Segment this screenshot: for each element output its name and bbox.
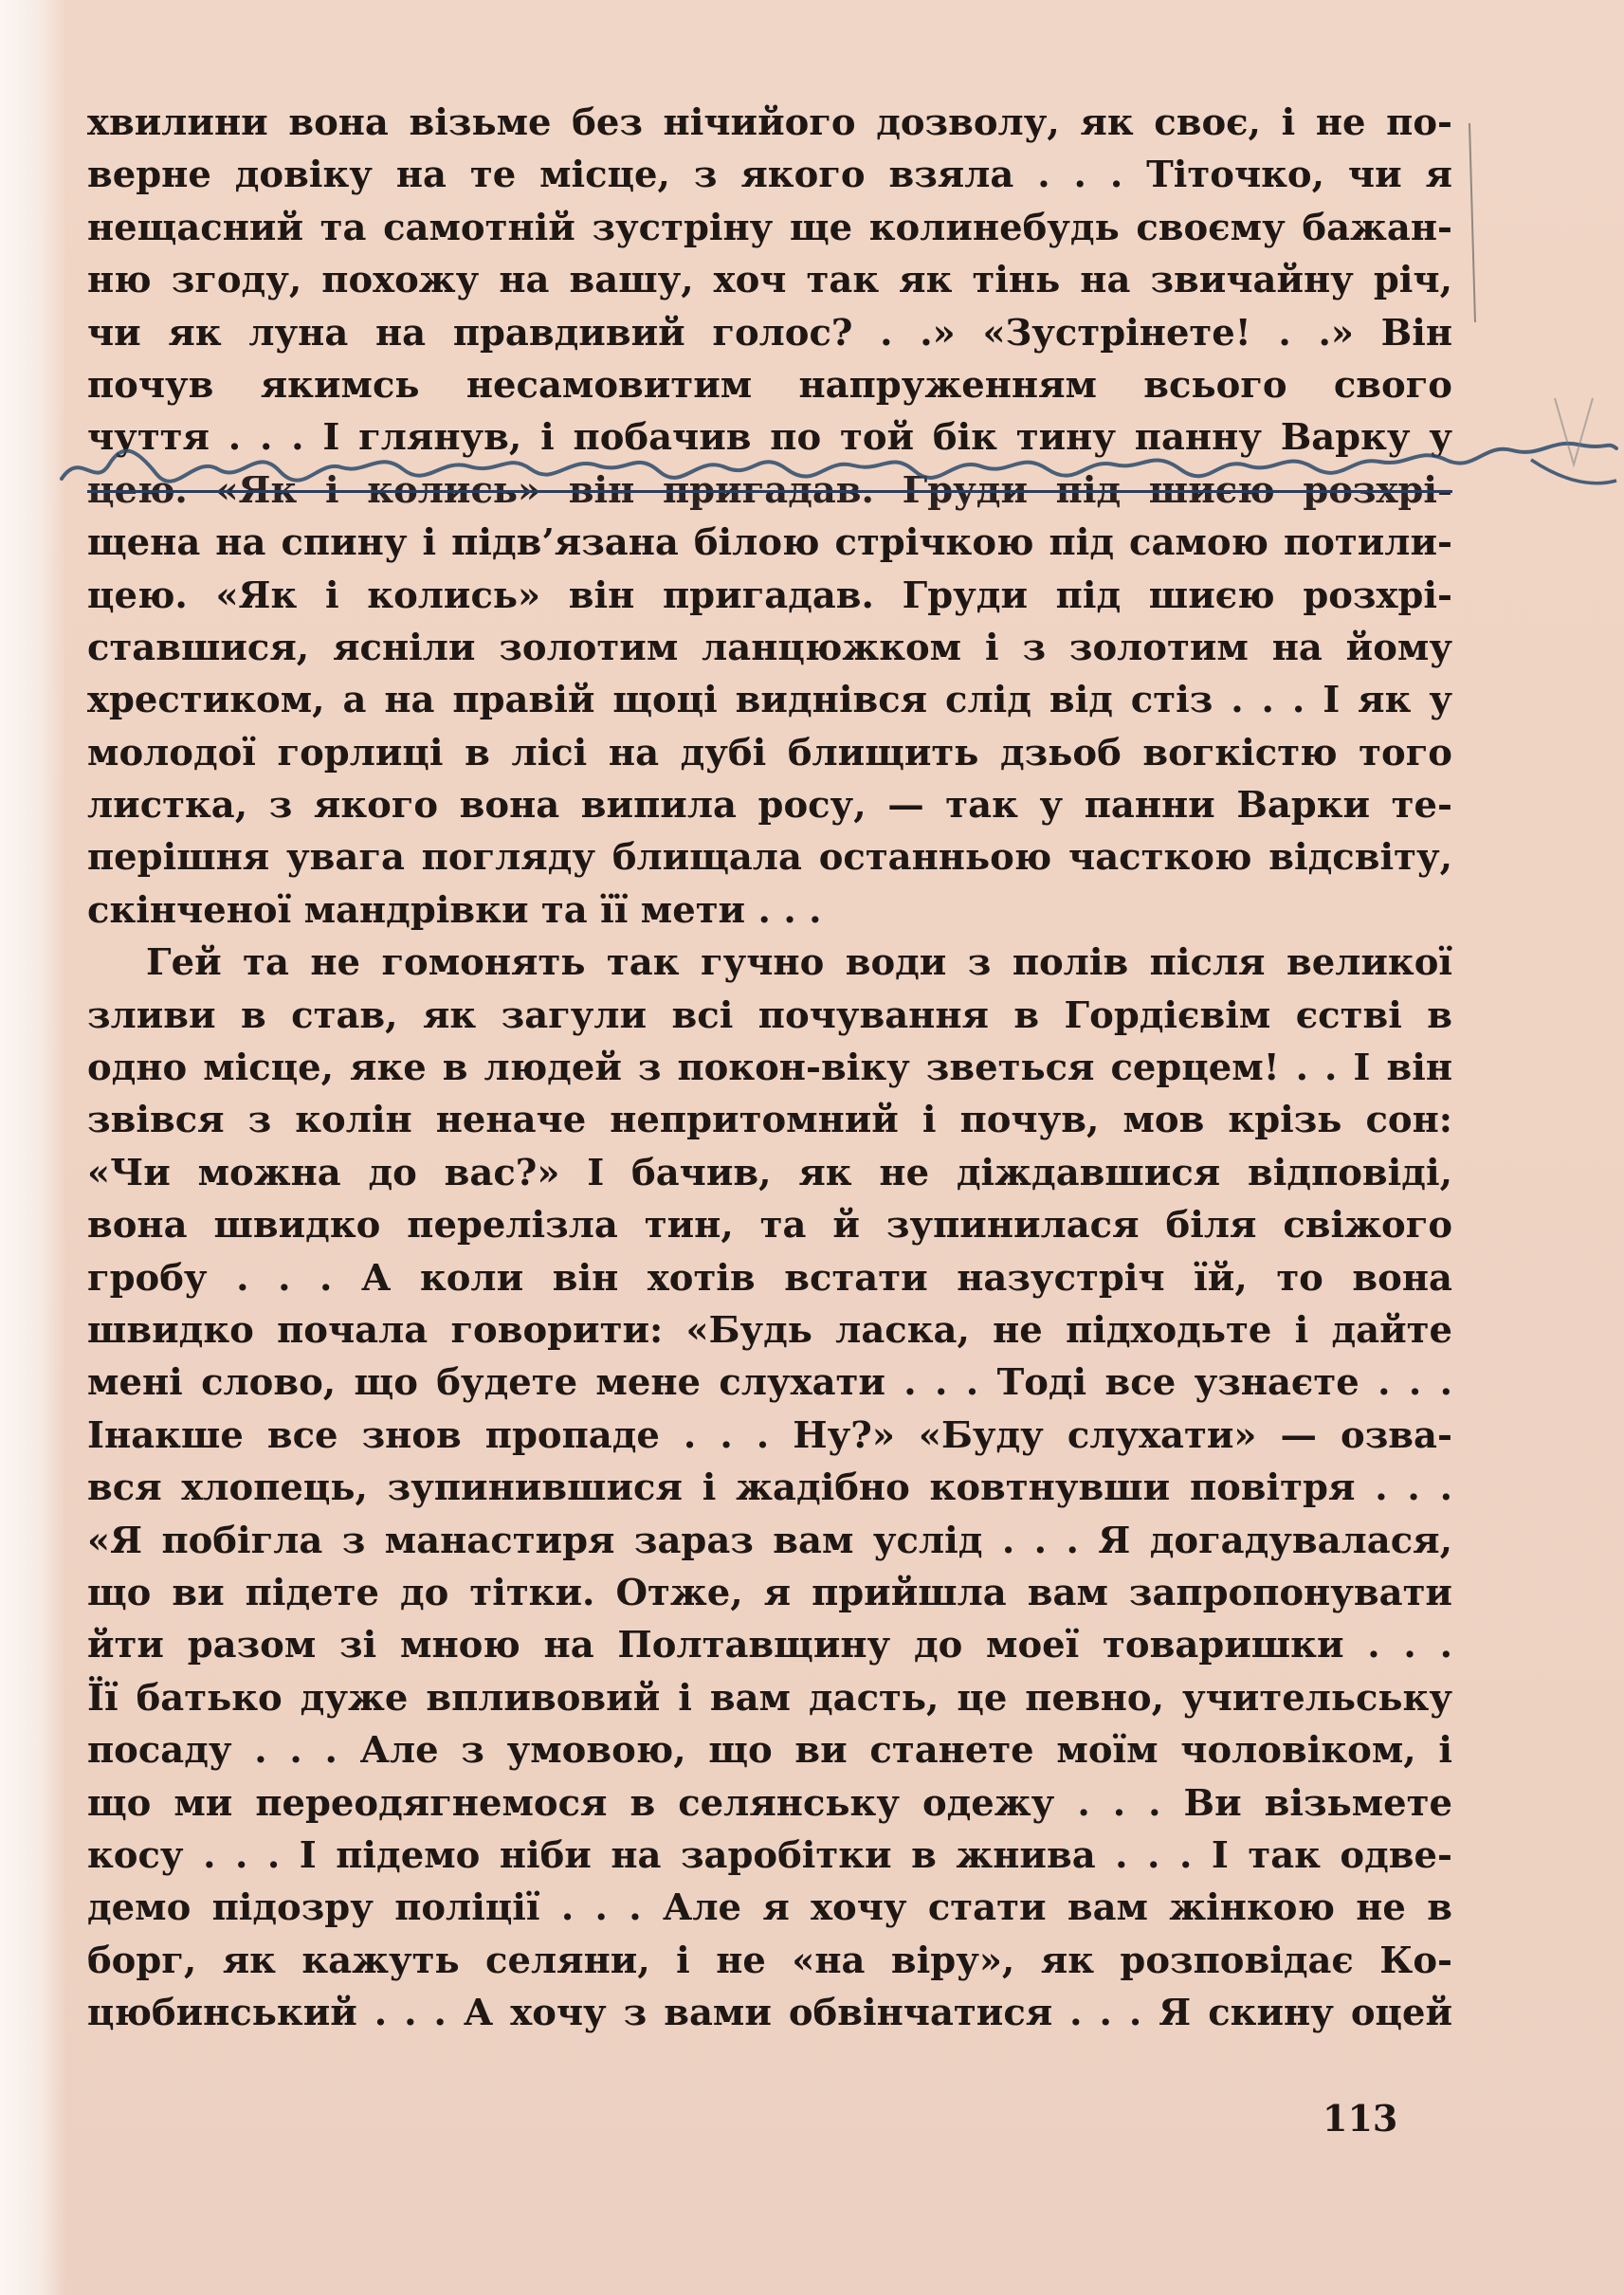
text-line: вся хлопець, зупинившися і жадібно ковтнувши повітря . . . <box>87 1466 1452 1510</box>
text-line: Інакше все знов пропаде . . . Ну?» «Буду слухати» — озва- <box>87 1413 1452 1457</box>
text-line: посаду . . . Але з умовою, що ви станете моїм чоловіком, і <box>87 1729 1452 1773</box>
paragraph-start-line: Гей та не гомонять так гучно води з полів після великої <box>146 941 1452 985</box>
text-line: швидко почала говорити: «Будь ласка, не підходьте і дайте <box>87 1308 1452 1352</box>
text-line: «Я побігла з манастиря зараз вам услід . . . Я догадувалася, <box>87 1519 1452 1562</box>
text-line: вона швидко перелізла тин, та й зупинилася біля свіжого <box>87 1204 1452 1248</box>
text-line: листка, з якого вона випила росу, — так у панни Варки те- <box>87 784 1452 828</box>
page-left-edge <box>0 0 66 2295</box>
text-line: ню згоду, похожу на вашу, хоч так як тінь на звичайну річ, <box>87 259 1452 302</box>
text-line: чуття . . . І глянув, і побачив по той бік тину панну Варку у <box>87 416 1452 460</box>
text-line: цюбинський . . . А хочу з вами обвінчатися . . . Я скину оцей <box>87 1992 1452 2035</box>
text-line: зливи в став, як загули всі почування в Гордієвім єстві в <box>87 993 1452 1037</box>
text-line: цею. «Як і колись» він пригадав. Груди під шиєю розхрі- <box>87 574 1452 617</box>
text-line: що ви підете до тітки. Отже, я прийшла вам запропонувати <box>87 1571 1452 1614</box>
text-line: гробу . . . А коли він хотів встати назустріч їй, то вона <box>87 1256 1452 1300</box>
text-line: одно місце, яке в людей з покон-віку зветься серцем! . . І він <box>87 1047 1452 1090</box>
text-line: що ми переодягнемося в селянську одежу . . . Ви візьмете <box>87 1781 1452 1825</box>
text-line: демо підозру поліції . . . Але я хочу стати вам жінкою не в <box>87 1886 1452 1930</box>
margin-pencil-mark <box>1451 114 1602 512</box>
text-line: звівся з колін неначе непритомний і почув, мов крізь сон: <box>87 1099 1452 1142</box>
text-line: щена на спину і підв’язана білою стрічкою під самою потили- <box>87 521 1452 565</box>
text-line: нещасний та самотній зустріну ще колинебудь своєму бажан- <box>87 206 1452 249</box>
page-number: 113 <box>1323 2097 1398 2140</box>
text-line: косу . . . І підемо ніби на заробітки в жнива . . . І так одве- <box>87 1833 1452 1877</box>
text-line: скінченої мандрівки та її мети . . . <box>87 888 822 932</box>
text-line: Її батько дуже впливовий і вам дасть, це певно, учительську <box>87 1676 1452 1720</box>
text-line: «Чи можна до вас?» І бачив, як не діждавшися відповіді, <box>87 1151 1452 1194</box>
struck-text-line: цею. «Як і колись» він пригадав. Груди під шиєю розхрі- <box>87 468 1452 512</box>
text-line: борг, як кажуть селяни, і не «на віру», як розповідає Ко- <box>87 1939 1452 1982</box>
text-line: чи як луна на правдивий голос? . .» «Зустрінете! . .» Він <box>87 311 1452 355</box>
text-line: йти разом зі мною на Полтавщину до моеї товаришки . . . <box>87 1624 1452 1667</box>
text-block <box>87 97 1452 2039</box>
text-line: мені слово, що будете мене слухати . . . Тоді все узнаєте . . . <box>87 1361 1452 1405</box>
text-line: ставшися, ясніли золотим ланцюжком і з золотим на йому <box>87 626 1452 669</box>
text-line: хвилини вона візьме без нічийого дозволу, як своє, і не по- <box>87 101 1452 144</box>
text-line: хрестиком, а на правій щоці виднівся слід від стіз . . . І як у <box>87 679 1452 722</box>
text-line: молодої горлиці в лісі на дубі блищить дзьоб вогкістю того <box>87 731 1452 774</box>
text-line: верне довіку на те місце, з якого взяла . . . Тіточко, чи я <box>87 154 1452 197</box>
text-line: перішня увага погляду блищала останньою часткою відсвіту, <box>87 836 1452 880</box>
text-line: почув якимсь несамовитим напруженням всього свого <box>87 363 1452 407</box>
